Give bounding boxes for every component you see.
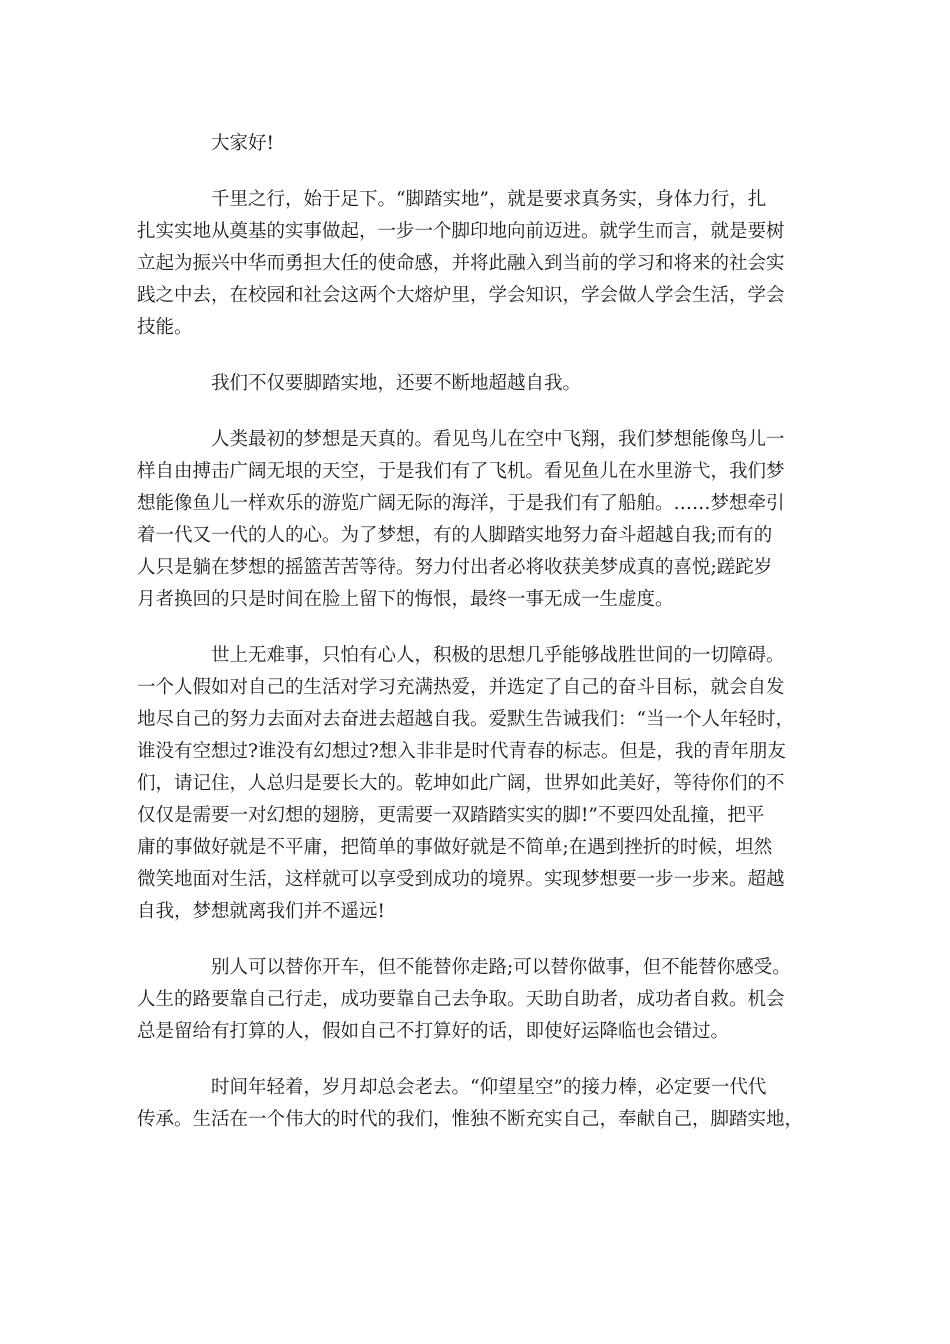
document-body: [137, 128, 821, 1136]
paragraph-line: 大家好!: [211, 133, 274, 154]
paragraph-line: 一个人假如对自己的生活对学习充满热爱，并选定了自己的奋斗目标，就会自发: [137, 677, 785, 698]
paragraph-line: 技能。: [137, 317, 193, 338]
paragraph-line: 立起为振兴中华而勇担大任的使命感，并将此融入到当前的学习和将来的社会实: [137, 253, 785, 274]
paragraph-line: 月者换回的只是时间在脸上留下的悔恨，最终一事无成一生虚度。: [137, 589, 674, 610]
paragraph-line: 人只是躺在梦想的摇篮苦苦等待。努力付出者必将收获美梦成真的喜悦;蹉跎岁: [137, 557, 773, 578]
paragraph-line: 想能像鱼儿一样欢乐的游览广阔无际的海洋，于是我们有了船舶。……梦想牵引: [137, 493, 785, 514]
paragraph-line: 传承。生活在一个伟大的时代的我们，惟独不断充实自己，奉献自己，脚踏实地，: [137, 1109, 804, 1130]
paragraph: [137, 368, 821, 400]
paragraph-line: 世上无难事，只怕有心人，积极的思想几乎能够战胜世间的一切障碍。: [211, 645, 785, 666]
paragraph: [137, 952, 821, 1048]
paragraph-line: 我们不仅要脚踏实地，还要不断地超越自我。: [211, 373, 582, 394]
paragraph: [137, 1072, 821, 1136]
paragraph-line: 自我，梦想就离我们并不遥远!: [137, 901, 385, 922]
paragraph-line: 们，请记住，人总归是要长大的。乾坤如此广阔，世界如此美好，等待你们的不: [137, 773, 785, 794]
paragraph: [137, 184, 821, 344]
paragraph-line: 谁没有空想过?谁没有幻想过?想入非非是时代青春的标志。但是，我的青年朋友: [137, 741, 786, 762]
paragraph-line: 仅仅是需要一对幻想的翅膀，更需要一双踏踏实实的脚!”不要四处乱撞，把平: [137, 805, 765, 826]
paragraph-line: 微笑地面对生活，这样就可以享受到成功的境界。实现梦想要一步一步来。超越: [137, 869, 785, 890]
paragraph: [137, 424, 821, 616]
paragraph-line: 时间年轻着，岁月却总会老去。“仰望星空”的接力棒，必定要一代代: [211, 1077, 767, 1098]
paragraph-line: 别人可以替你开车，但不能替你走路;可以替你做事，但不能替你感受。: [211, 957, 791, 978]
paragraph-line: 扎实实地从奠基的实事做起，一步一个脚印地向前迈进。就学生而言，就是要树: [137, 221, 785, 242]
paragraph-line: 着一代又一代的人的心。为了梦想，有的人脚踏实地努力奋斗超越自我;而有的: [137, 525, 773, 546]
paragraph: [137, 640, 821, 928]
paragraph-line: 人类最初的梦想是天真的。看见鸟儿在空中飞翔，我们梦想能像鸟儿一: [211, 429, 785, 450]
document-page: [137, 128, 821, 1160]
paragraph-line: 千里之行，始于足下。“脚踏实地”，就是要求真务实，身体力行，扎: [211, 189, 767, 210]
paragraph-line: 人生的路要靠自己行走，成功要靠自己去争取。天助自助者，成功者自救。机会: [137, 989, 785, 1010]
paragraph-line: 地尽自己的努力去面对去奋进去超越自我。爱默生告诫我们：“当一个人年轻时，: [137, 709, 794, 730]
paragraph-line: 样自由搏击广阔无垠的天空，于是我们有了飞机。看见鱼儿在水里游弋，我们梦: [137, 461, 785, 482]
paragraph-line: 庸的事做好就是不平庸，把简单的事做好就是不简单;在遇到挫折的时候，坦然: [137, 837, 773, 858]
paragraph-line: 总是留给有打算的人，假如自己不打算好的话，即使好运降临也会错过。: [137, 1021, 730, 1042]
paragraph: [137, 128, 821, 160]
paragraph-line: 践之中去，在校园和社会这两个大熔炉里，学会知识，学会做人学会生活，学会: [137, 285, 785, 306]
